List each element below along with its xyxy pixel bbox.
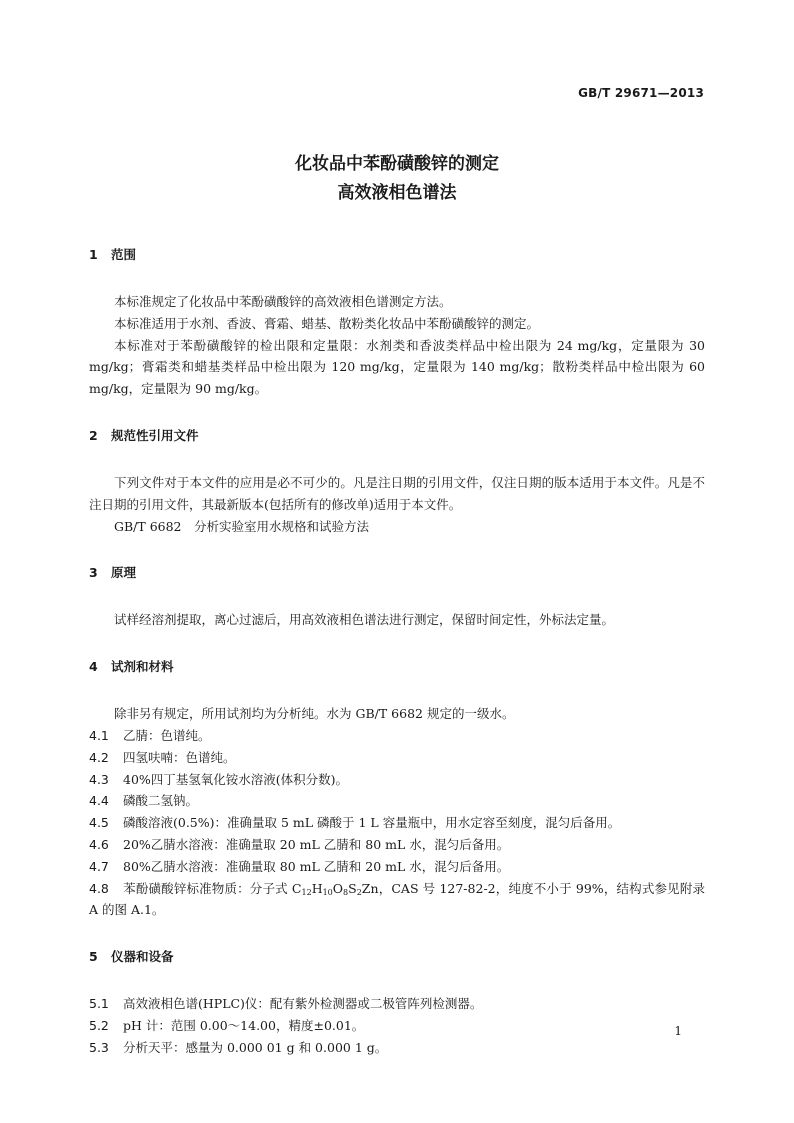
document-body [89,244,705,1059]
item-number: 4.1 [89,727,109,743]
item-text: 乙腈：色谱纯。 [123,727,211,743]
item-number: 5.1 [89,996,109,1012]
section-heading-3 [89,562,705,584]
paragraph: 除非另有规定，所用试剂均为分析纯。水为 GB/T 6682 规定的一级水。 [114,706,515,722]
section-title: 规范性引用文件 [111,427,199,443]
paragraph: 本标准对于苯酚磺酸锌的检出限和定量限：水剂类和香波类样品中检出限为 24 mg/kg，定量限为 30 mg/kg；膏霜类和蜡基类样品中检出限为 120 mg/kg，定量限为 140 mg/kg；散粉类样品中检出限为 60 mg/kg，定量限为 90 mg/kg。 [89,337,705,397]
item-text: 苯酚磺酸锌标准物质：分子式 C [123,880,302,896]
item-number: 4.3 [89,771,109,787]
formula-element: S [348,880,357,896]
section-number: 2 [89,427,98,443]
item-number: 4.2 [89,749,109,765]
formula-element: H [311,880,323,896]
section-heading-4 [89,656,705,678]
paragraph: 下列文件对于本文件的应用是必不可少的。凡是注日期的引用文件，仅注日期的版本适用于本文件。凡是不注日期的引用文件，其最新版本(包括所有的修改单)适用于本文件。 [89,474,705,512]
item-number: 4.8 [89,880,109,896]
paragraph: 本标准规定了化妆品中苯酚磺酸锌的高效液相色谱测定方法。 [114,294,452,309]
item-text: pH 计：范围 0.00～14.00，精度±0.01。 [123,1017,365,1033]
paragraph: 本标准适用于水剂、香波、膏霜、蜡基、散粉类化妆品中苯酚磺酸锌的测定。 [114,315,540,331]
subscript: 8 [343,887,349,897]
section-title: 原理 [111,565,137,581]
section-number: 3 [89,565,98,581]
item-text: 40%四丁基氢氧化铵水溶液(体积分数)。 [123,771,349,787]
section-number: 1 [89,247,98,262]
title-line-1: 化妆品中苯酚磺酸锌的测定 [295,154,499,174]
section-heading-2 [89,425,705,447]
item-number: 4.6 [89,836,109,852]
document-title [0,150,794,208]
item-number: 5.3 [89,1039,109,1055]
formula-element: O [332,880,344,896]
section-heading-5 [89,946,705,968]
subscript: 10 [322,887,333,897]
list-item [89,993,705,1015]
item-number: 4.5 [89,815,109,831]
item-text: 磷酸二氢钠。 [123,793,199,809]
paragraph: 试样经溶剂提取，离心过滤后，用高效液相色谱法进行测定，保留时间定性，外标法定量。 [114,612,615,628]
item-text: Zn，CAS 号 127-82-2，纯度不小于 99%，结构式参见附录 A 的图 A.1。 [89,880,705,918]
list-item [89,1037,705,1059]
item-number: 4.4 [89,793,109,809]
reference-entry: GB/T 6682 分析实验室用水规格和试验方法 [114,518,370,534]
list-item [89,790,705,812]
section-heading-1 [89,244,705,266]
item-text: 四氢呋喃：色谱纯。 [123,749,236,765]
list-item-formula [89,878,705,922]
item-text: 80%乙腈水溶液：准确量取 80 mL 乙腈和 20 mL 水，混匀后备用。 [123,858,510,874]
section-title: 试剂和材料 [111,659,174,675]
standard-number: GB/T 29671—2013 [578,86,704,100]
list-item [89,747,705,769]
list-item [89,856,705,878]
section-number: 4 [89,659,98,675]
section-number: 5 [89,949,98,965]
list-item [89,725,705,747]
list-item [89,769,705,791]
item-number: 5.2 [89,1017,109,1033]
item-text: 分析天平：感量为 0.000 01 g 和 0.000 1 g。 [123,1039,388,1055]
list-item [89,834,705,856]
list-item [89,1015,705,1037]
section-title: 范围 [111,247,137,262]
title-line-2: 高效液相色谱法 [337,183,457,203]
section-title: 仪器和设备 [111,949,174,965]
subscript: 2 [356,887,362,897]
subscript: 12 [301,887,312,897]
item-number: 4.7 [89,858,109,874]
item-text: 磷酸溶液(0.5%)：准确量取 5 mL 磷酸于 1 L 容量瓶中，用水定容至刻度，混匀后备用。 [123,815,621,831]
item-text: 高效液相色谱(HPLC)仪：配有紫外检测器或二极管阵列检测器。 [123,996,483,1012]
list-item [89,812,705,834]
page-number: 1 [674,1024,682,1038]
item-text: 20%乙腈水溶液：准确量取 20 mL 乙腈和 80 mL 水，混匀后备用。 [123,836,510,852]
